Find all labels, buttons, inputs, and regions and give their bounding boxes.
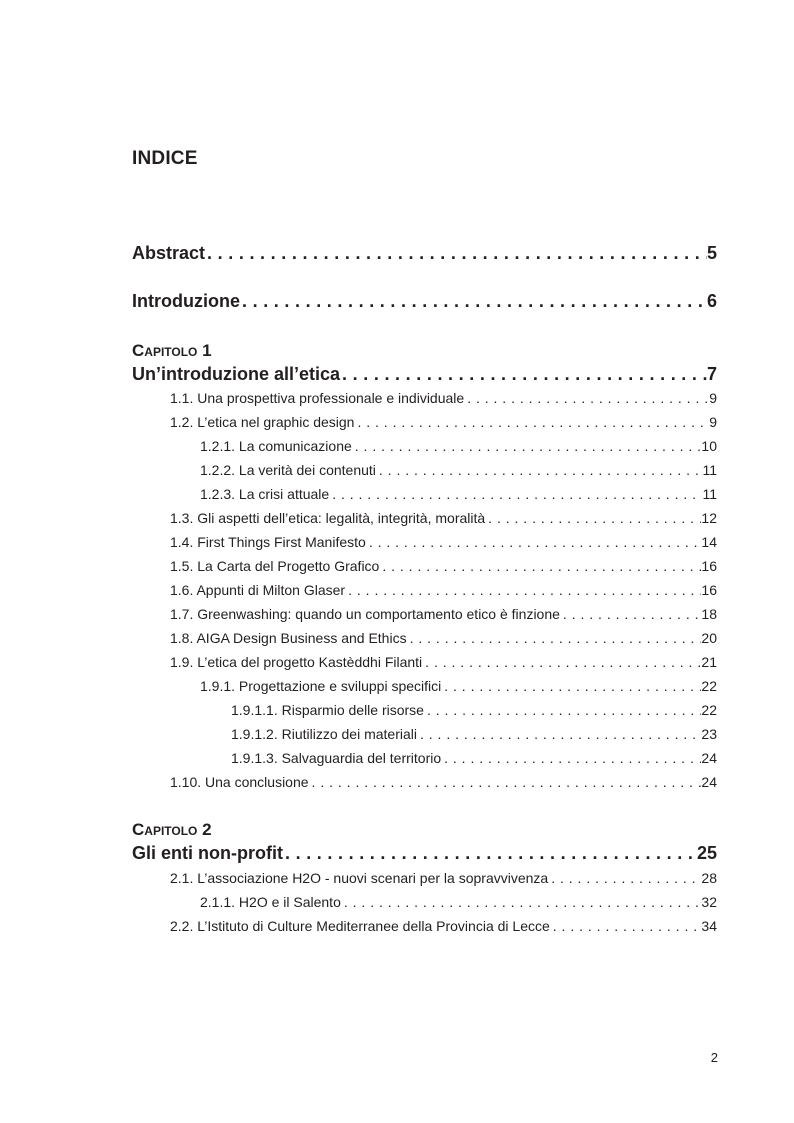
toc-entry-1-10[interactable] xyxy=(170,774,717,792)
dot-leader xyxy=(441,678,701,694)
entry-page: 20 xyxy=(701,630,717,646)
dot-leader xyxy=(240,291,707,312)
dot-leader xyxy=(424,702,701,718)
chapter-heading-1: Capitolo 1 xyxy=(132,341,212,360)
entry-label: 1.9. L’etica del progetto Kastèddhi Filanti xyxy=(170,654,423,670)
dot-leader xyxy=(417,726,701,742)
toc-entry-intro[interactable] xyxy=(132,291,717,315)
entry-page: 16 xyxy=(701,582,717,598)
entry-label: 2.1. L’associazione H2O - nuovi scenari per la sopravvivenza xyxy=(170,870,549,886)
toc-entry-1-2-2[interactable] xyxy=(200,462,717,480)
toc-entry-chapter-1[interactable] xyxy=(132,364,717,388)
toc-entry-1-2-3[interactable] xyxy=(200,486,717,504)
entry-page: 7 xyxy=(706,364,717,384)
entry-page: 23 xyxy=(701,726,717,742)
dot-leader xyxy=(309,774,702,790)
toc-entry-1-9-1-2[interactable] xyxy=(231,726,717,744)
entry-label: 2.1.1. H2O e il Salento xyxy=(200,894,341,910)
toc-entry-1-6[interactable] xyxy=(170,582,717,600)
entry-page: 18 xyxy=(701,606,717,622)
entry-label: 1.9.1. Progettazione e sviluppi specifici xyxy=(200,678,442,694)
entry-page: 32 xyxy=(701,894,717,910)
dot-leader xyxy=(340,364,707,385)
dot-leader xyxy=(550,918,702,934)
entry-label: Gli enti non-profit xyxy=(132,843,283,863)
entry-page: 28 xyxy=(701,870,717,886)
entry-page: 24 xyxy=(701,750,717,766)
entry-label: 1.8. AIGA Design Business and Ethics xyxy=(170,630,407,646)
entry-label: 1.9.1.3. Salvaguardia del territorio xyxy=(231,750,442,766)
entry-page: 21 xyxy=(701,654,717,670)
entry-page: 24 xyxy=(701,774,717,790)
entry-label: 1.6. Appunti di Milton Glaser xyxy=(170,582,346,598)
toc-entry-1-3[interactable] xyxy=(170,510,717,528)
entry-label: 1.2.2. La verità dei contenuti xyxy=(200,462,376,478)
toc-entry-1-8[interactable] xyxy=(170,630,717,648)
toc-entry-1-9[interactable] xyxy=(170,654,717,672)
dot-leader xyxy=(366,534,702,550)
toc-entry-1-2-1[interactable] xyxy=(200,438,717,456)
entry-label: 1.4. First Things First Manifesto xyxy=(170,534,366,550)
dot-leader xyxy=(329,486,702,502)
entry-label: Abstract xyxy=(132,243,206,263)
page-title: INDICE xyxy=(132,148,198,169)
toc-entry-2-2[interactable] xyxy=(170,918,717,936)
entry-page: 12 xyxy=(701,510,717,526)
entry-page: 9 xyxy=(709,414,717,430)
entry-page: 9 xyxy=(709,390,717,406)
entry-label: 1.9.1.1. Risparmio delle risorse xyxy=(231,702,424,718)
toc-entry-1-2[interactable] xyxy=(170,414,717,432)
entry-page: 22 xyxy=(701,702,717,718)
entry-label: 1.2.1. La comunicazione xyxy=(200,438,352,454)
entry-label: 1.7. Greenwashing: quando un comportamento etico è finzione xyxy=(170,606,560,622)
entry-label: Introduzione xyxy=(132,291,240,311)
dot-leader xyxy=(548,870,701,886)
toc-entry-2-1[interactable] xyxy=(170,870,717,888)
chapter-heading-2: Capitolo 2 xyxy=(132,820,212,839)
dot-leader xyxy=(485,510,701,526)
entry-label: 2.2. L’Istituto di Culture Mediterranee della Provincia di Lecce xyxy=(170,918,550,934)
entry-label: 1.2. L’etica nel graphic design xyxy=(170,414,355,430)
entry-page: 6 xyxy=(706,291,717,311)
entry-page: 14 xyxy=(701,534,717,550)
entry-page: 10 xyxy=(701,438,717,454)
toc-entry-1-9-1-3[interactable] xyxy=(231,750,717,768)
toc-entry-1-1[interactable] xyxy=(170,390,717,408)
toc-entry-1-9-1[interactable] xyxy=(200,678,717,696)
dot-leader xyxy=(345,582,701,598)
toc-entry-2-1-1[interactable] xyxy=(200,894,717,912)
dot-leader xyxy=(464,390,709,406)
dot-leader xyxy=(441,750,701,766)
toc-entry-1-9-1-1[interactable] xyxy=(231,702,717,720)
page-number: 2 xyxy=(710,1050,718,1065)
entry-page: 22 xyxy=(701,678,717,694)
entry-page: 34 xyxy=(701,918,717,934)
entry-label: 1.3. Gli aspetti dell’etica: legalità, integrità, moralità xyxy=(170,510,486,526)
entry-page: 11 xyxy=(702,462,717,478)
entry-page: 25 xyxy=(696,843,717,863)
entry-page: 11 xyxy=(702,486,717,502)
dot-leader xyxy=(205,243,707,264)
dot-leader xyxy=(379,558,701,574)
toc-entry-1-7[interactable] xyxy=(170,606,717,624)
dot-leader xyxy=(407,630,702,646)
dot-leader xyxy=(422,654,701,670)
dot-leader xyxy=(560,606,702,622)
dot-leader xyxy=(354,414,709,430)
toc-entry-1-4[interactable] xyxy=(170,534,717,552)
entry-label: 1.5. La Carta del Progetto Grafico xyxy=(170,558,380,574)
entry-label: 1.9.1.2. Riutilizzo dei materiali xyxy=(231,726,417,742)
entry-page: 5 xyxy=(706,243,717,263)
entry-label: 1.1. Una prospettiva professionale e individuale xyxy=(170,390,465,406)
entry-label: 1.10. Una conclusione xyxy=(170,774,309,790)
dot-leader xyxy=(376,462,703,478)
entry-page: 16 xyxy=(701,558,717,574)
entry-label: 1.2.3. La crisi attuale xyxy=(200,486,330,502)
toc-entry-1-5[interactable] xyxy=(170,558,717,576)
dot-leader xyxy=(283,843,697,864)
toc-entry-chapter-2[interactable] xyxy=(132,843,717,867)
entry-label: Un’introduzione all’etica xyxy=(132,364,341,384)
toc-entry-abstract[interactable] xyxy=(132,243,717,267)
dot-leader xyxy=(341,894,702,910)
dot-leader xyxy=(352,438,702,454)
